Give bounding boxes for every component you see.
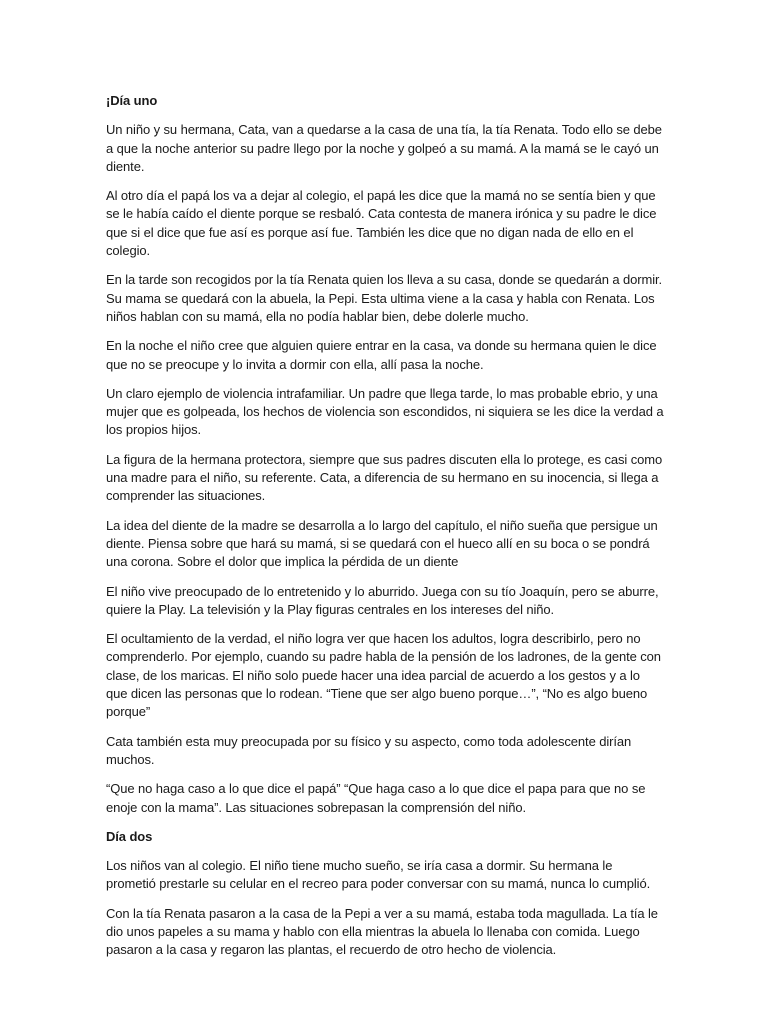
paragraph: El niño vive preocupado de lo entretenido y lo aburrido. Juega con su tío Joaquín, pero se aburre, quiere la Play. La televisión y la Play figuras centrales en los intereses del niño. [106, 583, 659, 617]
paragraph: Un claro ejemplo de violencia intrafamiliar. Un padre que llega tarde, lo mas probable ebrio, y una mujer que es golpeada, los hechos de violencia son escondidos, ni siquiera se les dice la verdad a los propios hijos. [106, 385, 664, 438]
paragraph: Con la tía Renata pasaron a la casa de la Pepi a ver a su mamá, estaba toda magullada. La tía le dio unos papeles a su mama y hablo con ella mientras la abuela lo llenaba con comida. Luego pasaron a la casa y regaron las plantas, el recuerdo de otro hecho de violencia. [106, 905, 658, 958]
paragraph: El ocultamiento de la verdad, el niño logra ver que hacen los adultos, logra describirlo, pero no comprenderlo. Por ejemplo, cuando su padre habla de la pensión de los ladrones, de la gente con clase, de los maricas. El niño solo puede hacer una idea parcial de acuerdo a los gestos y a lo que dicen las personas que lo rodean. “Tiene que ser algo bueno porque…”, “No es algo bueno porque” [106, 631, 661, 720]
paragraph: Los niños van al colegio. El niño tiene mucho sueño, se iría casa a dormir. Su hermana le prometió prestarle su celular en el recreo para poder conversar con su mamá, nunca lo cumplió. [106, 858, 651, 892]
paragraph: Cata también esta muy preocupada por su físico y su aspecto, como toda adolescente dirían muchos. [106, 733, 632, 767]
paragraph: La figura de la hermana protectora, siempre que sus padres discuten ella lo protege, es casi como una madre para el niño, su referente. Cata, a diferencia de su hermano en su inocencia, si llega a comprender las situaciones. [106, 451, 663, 504]
document-page [106, 92, 664, 971]
paragraph: En la noche el niño cree que alguien quiere entrar en la casa, va donde su hermana quien le dice que no se preocupe y lo invita a dormir con ella, allí pasa la noche. [106, 338, 657, 372]
section-heading-day-one: ¡Día uno [106, 93, 158, 108]
paragraph: La idea del diente de la madre se desarrolla a lo largo del capítulo, el niño sueña que persigue un diente. Piensa sobre que hará su mamá, si se quedará con el hueco allí en su boca o se pondrá una corona. Sobre el dolor que implica la pérdida de un diente [106, 517, 658, 570]
paragraph: “Que no haga caso a lo que dice el papá” “Que haga caso a lo que dice el papa para que no se enoje con la mama”. Las situaciones sobrepasan la comprensión del niño. [106, 781, 646, 815]
paragraph: Al otro día el papá los va a dejar al colegio, el papá les dice que la mamá no se sentía bien y que se le había caído el diente porque se resbaló. Cata contesta de manera irónica y su padre le dice que si el dice que fue así es porque así fue. También les dice que no digan nada de ello en el colegio. [106, 188, 657, 259]
section-heading-day-two: Día dos [106, 828, 153, 844]
paragraph: Un niño y su hermana, Cata, van a quedarse a la casa de una tía, la tía Renata. Todo ello se debe a que la noche anterior su padre llego por la noche y golpeó a su mamá. A la mamá se le cayó un diente. [106, 122, 662, 174]
paragraph: En la tarde son recogidos por la tía Renata quien los lleva a su casa, donde se quedarán a dormir. Su mama se quedará con la abuela, la Pepi. Esta ultima viene a la casa y habla con Renata. Los niños hablan con su mamá, ella no podía hablar bien, debe dolerle mucho. [106, 272, 663, 324]
